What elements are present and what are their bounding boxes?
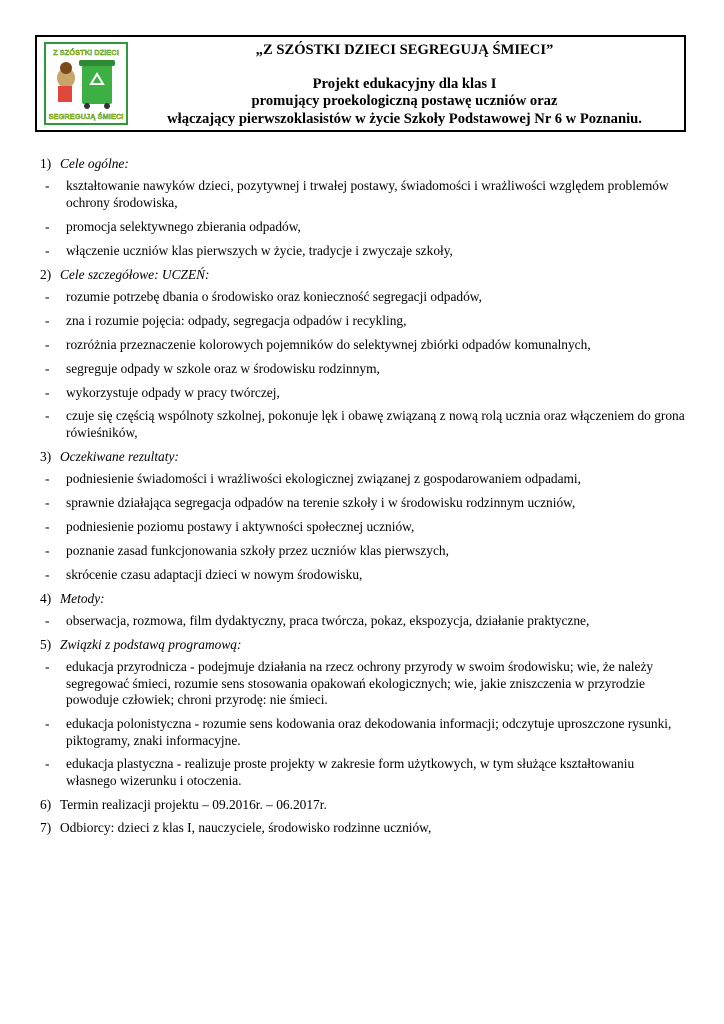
section-number: 7) bbox=[40, 819, 52, 835]
bullet-dash: - bbox=[45, 384, 50, 400]
list-item-text: obserwacja, rozmowa, film dydaktyczny, praca twórcza, pokaz, ekspozycja, działanie praktyczne, bbox=[66, 613, 590, 629]
section-label: Odbiorcy: dzieci z klas I, nauczyciele, środowisko rodzinne uczniów, bbox=[60, 819, 432, 835]
bullet-dash: - bbox=[45, 336, 50, 352]
bullet-dash: - bbox=[45, 360, 50, 376]
section-number: 3) bbox=[40, 448, 52, 464]
bullet-dash: - bbox=[45, 178, 50, 194]
section-label: Związki z podstawą programową: bbox=[60, 637, 242, 653]
bullet-dash: - bbox=[45, 242, 50, 258]
bullet-dash: - bbox=[45, 495, 50, 511]
bullet-list bbox=[40, 289, 685, 441]
bullet-list bbox=[40, 613, 685, 629]
list-item bbox=[40, 495, 685, 511]
svg-text:SEGREGUJĄ ŚMIECI: SEGREGUJĄ ŚMIECI bbox=[48, 112, 124, 121]
section-heading bbox=[40, 591, 685, 607]
subtitle-line: włączający pierwszoklasistów w życie Szkoły Podstawowej Nr 6 w Poznaniu. bbox=[167, 110, 642, 127]
document-title: „Z SZÓSTKI DZIECI SEGREGUJĄ ŚMIECI” bbox=[255, 42, 554, 58]
bullet-dash: - bbox=[45, 408, 50, 424]
list-item-text: promocja selektywnego zbierania odpadów, bbox=[66, 218, 301, 234]
list-item-text: kształtowanie nawyków dzieci, pozytywnej i trwałej postawy, świadomości i wrażliwości względem problemów ochrony środowiska, bbox=[66, 178, 669, 210]
list-item-text: podniesienie świadomości i wrażliwości ekologicznej związanej z gospodarowaniem odpadami, bbox=[66, 471, 582, 487]
section-number: 5) bbox=[40, 637, 52, 653]
section-heading bbox=[40, 267, 685, 283]
document-header bbox=[133, 42, 676, 128]
list-item bbox=[40, 543, 685, 559]
list-item-text: podniesienie poziomu postawy i aktywności społecznej uczniów, bbox=[66, 519, 415, 534]
section bbox=[40, 156, 685, 259]
section-heading bbox=[40, 820, 685, 836]
bullet-dash: - bbox=[45, 542, 50, 558]
list-item-text: segreguje odpady w szkole oraz w środowisku rodzinnym, bbox=[66, 360, 380, 376]
bullet-dash: - bbox=[45, 519, 50, 534]
list-item-text: edukacja przyrodnicza - podejmuje działania na rzecz ochrony przyrody w swoim środowisku; wie, że należy segregować śmieci, rozumie sens stosowania opakowań ekologicznych; wie, jakie zniszczenia w przyrodzie powoduje człowiek; chroni przyrodę: nie śmieci. bbox=[66, 659, 654, 708]
section-number: 4) bbox=[40, 590, 52, 606]
list-item-text: rozumie potrzebę dbania o środowisko oraz konieczność segregacji odpadów, bbox=[66, 288, 482, 304]
section bbox=[40, 267, 685, 442]
section-label: Metody: bbox=[60, 590, 105, 606]
list-item bbox=[40, 659, 685, 708]
section bbox=[40, 449, 685, 583]
section bbox=[40, 591, 685, 630]
list-item bbox=[40, 756, 685, 789]
list-item bbox=[40, 519, 685, 535]
bullet-dash: - bbox=[45, 716, 50, 732]
list-item-text: edukacja polonistyczna - rozumie sens kodowania oraz dekodowania informacji; odczytuje uproszczone rysunki, piktogramy, znaki informacyjne. bbox=[66, 716, 672, 748]
list-item bbox=[40, 471, 685, 487]
list-item bbox=[40, 567, 685, 583]
list-item bbox=[40, 219, 685, 235]
bullet-dash: - bbox=[45, 566, 50, 582]
section-heading bbox=[40, 637, 685, 653]
section-number: 2) bbox=[40, 266, 52, 282]
list-item-text: skrócenie czasu adaptacji dzieci w nowym środowisku, bbox=[66, 566, 363, 582]
bullet-list bbox=[40, 659, 685, 789]
document-body bbox=[40, 156, 685, 843]
list-item-text: zna i rozumie pojęcia: odpady, segregacja odpadów i recykling, bbox=[66, 312, 407, 328]
section-label: Cele ogólne: bbox=[60, 156, 129, 171]
list-item-text: sprawnie działająca segregacja odpadów na terenie szkoły i w środowisku rodzinnym uczniów, bbox=[66, 495, 576, 511]
bullet-list bbox=[40, 471, 685, 583]
list-item bbox=[40, 178, 685, 211]
header-box bbox=[35, 35, 686, 132]
svg-text:Z SZÓSTKI DZIECI: Z SZÓSTKI DZIECI bbox=[53, 48, 119, 57]
list-item bbox=[40, 337, 685, 353]
list-item-text: czuje się częścią wspólnoty szkolnej, pokonuje lęk i obawę związaną z nową rolą ucznia oraz włączeniem do grona rówieśników, bbox=[66, 408, 685, 440]
section-label: Oczekiwane rezultaty: bbox=[60, 448, 179, 464]
list-item-text: wykorzystuje odpady w pracy twórczej, bbox=[66, 384, 280, 400]
section bbox=[40, 820, 685, 836]
section bbox=[40, 797, 685, 813]
subtitle-line: promujący proekologiczną postawę uczniów oraz bbox=[251, 93, 558, 110]
bullet-dash: - bbox=[45, 613, 50, 629]
section-number: 1) bbox=[40, 156, 52, 171]
list-item bbox=[40, 716, 685, 749]
list-item bbox=[40, 385, 685, 401]
list-item bbox=[40, 408, 685, 441]
bullet-dash: - bbox=[45, 288, 50, 304]
list-item-text: poznanie zasad funkcjonowania szkoły przez uczniów klas pierwszych, bbox=[66, 542, 449, 558]
bullet-list bbox=[40, 178, 685, 259]
bullet-dash: - bbox=[45, 471, 50, 487]
section-heading bbox=[40, 797, 685, 813]
list-item bbox=[40, 613, 685, 629]
list-item bbox=[40, 361, 685, 377]
section bbox=[40, 637, 685, 789]
list-item bbox=[40, 243, 685, 259]
section-label: Cele szczegółowe: UCZEŃ: bbox=[60, 266, 210, 282]
section-label: Termin realizacji projektu – 09.2016r. – 06.2017r. bbox=[60, 796, 327, 812]
section-heading bbox=[40, 449, 685, 465]
section-number: 6) bbox=[40, 796, 52, 812]
section-heading bbox=[40, 156, 685, 172]
bullet-dash: - bbox=[45, 659, 50, 675]
list-item bbox=[40, 313, 685, 329]
bullet-dash: - bbox=[45, 756, 50, 772]
bullet-dash: - bbox=[45, 218, 50, 234]
list-item-text: edukacja plastyczna - realizuje proste projekty w zakresie form użytkowych, w tym służące kształtowaniu własnego wizerunku i otoczenia. bbox=[66, 756, 635, 788]
list-item bbox=[40, 289, 685, 305]
bullet-dash: - bbox=[45, 312, 50, 328]
list-item-text: rozróżnia przeznaczenie kolorowych pojemników do selektywnej zbiórki odpadów komunalnych, bbox=[66, 336, 591, 352]
subtitle-line: Projekt edukacyjny dla klas I bbox=[312, 76, 497, 93]
list-item-text: włączenie uczniów klas pierwszych w życie, tradycje i zwyczaje szkoły, bbox=[66, 242, 453, 258]
recycling-bin-logo-icon bbox=[44, 42, 128, 125]
